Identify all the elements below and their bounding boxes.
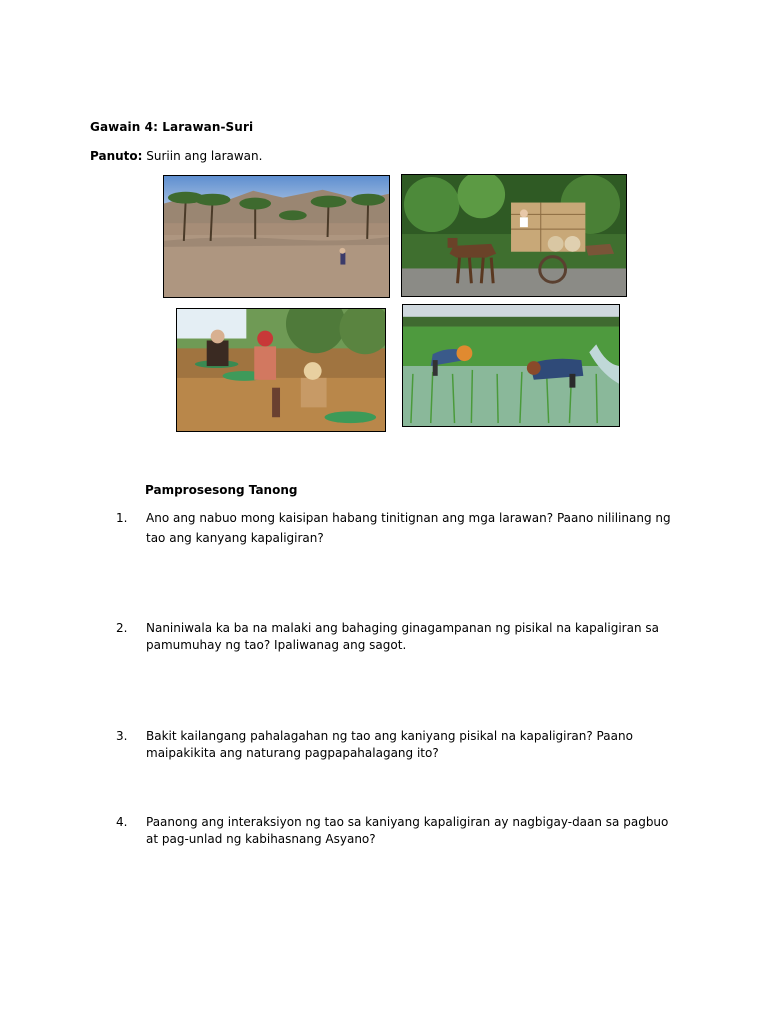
instruction-text: Suriin ang larawan. <box>142 149 263 163</box>
question-item <box>116 620 676 654</box>
question-item <box>116 508 676 548</box>
desert-palm-trees-photo <box>163 175 390 298</box>
question-item <box>116 728 676 762</box>
question-number: 2. <box>116 621 128 635</box>
question-text: Paanong ang interaksiyon ng tao sa kaniyang kapaligiran ay nagbigay-daan sa pagbuo at pag-unlad ng kabihasnang Asyano? <box>146 815 669 846</box>
question-text: Bakit kailangang pahalagahan ng tao ang kaniyang pisikal na kapaligiran? Paano maipakikita ang naturang pagpapahalagang ito? <box>146 729 633 760</box>
question-item <box>116 814 676 848</box>
questions-heading: Pamprosesong Tanong <box>145 483 298 497</box>
gold-panning-river-photo <box>176 308 386 432</box>
instruction-line <box>90 149 262 163</box>
question-text: Naniniwala ka ba na malaki ang bahaging ginagampanan ng pisikal na kapaligiran sa pamumuhay ng tao? Ipaliwanag ang sagot. <box>146 621 659 652</box>
question-number: 4. <box>116 815 128 829</box>
rice-field-planting-photo <box>402 304 620 427</box>
horse-cart-baskets-photo <box>401 174 627 297</box>
question-number: 1. <box>116 511 128 525</box>
question-number: 3. <box>116 729 128 743</box>
instruction-label: Panuto: <box>90 149 143 163</box>
question-text: Ano ang nabuo mong kaisipan habang tinitignan ang mga larawan? Paano nililinang ng tao ang kanyang kapaligiran? <box>146 511 671 545</box>
worksheet-title: Gawain 4: Larawan-Suri <box>90 120 254 134</box>
